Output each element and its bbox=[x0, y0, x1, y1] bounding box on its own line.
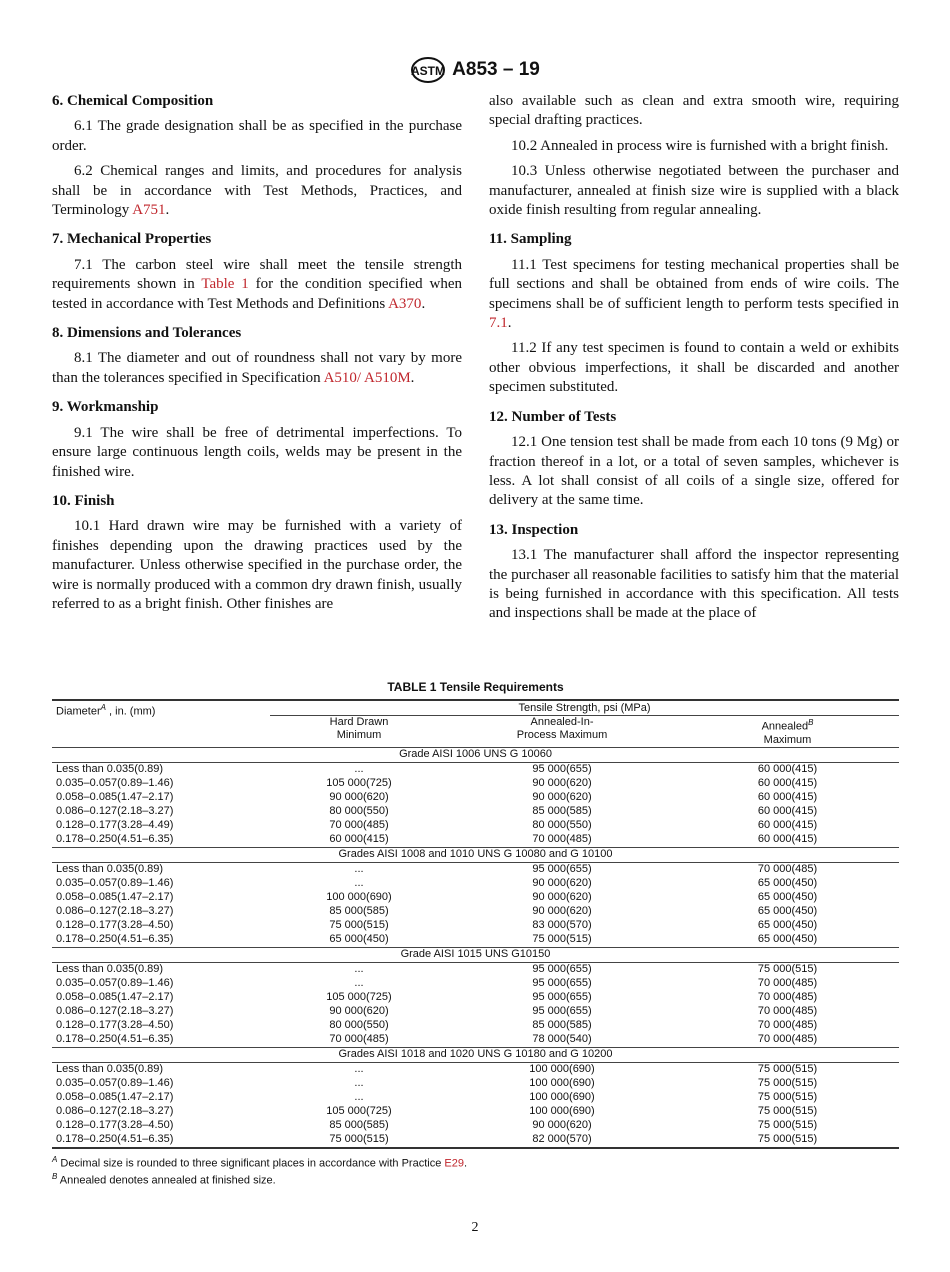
annealed-in-process-cell: 70 000(485) bbox=[532, 833, 592, 846]
section-heading: 6. Chemical Composition bbox=[52, 93, 214, 109]
diameter-cell: 0.058–0.085(1.47–2.17) bbox=[56, 1091, 174, 1104]
table-row bbox=[52, 1033, 899, 1048]
diameter-cell: 0.128–0.177(3.28–4.50) bbox=[56, 1119, 174, 1132]
hard-drawn-cell: 105 000(725) bbox=[326, 777, 392, 790]
hard-drawn-cell: 75 000(515) bbox=[329, 1133, 389, 1146]
annealed-in-process-cell: 95 000(655) bbox=[532, 863, 592, 876]
diameter-cell: Less than 0.035(0.89) bbox=[56, 963, 164, 976]
text-segment: 11.1 Test specimens for testing mechanical properties shall be full sections and shall be obtained from ends of wire coils. The specimens shall be of sufficient length to perform tests specified in bbox=[489, 256, 899, 312]
hard-drawn-cell: ... bbox=[354, 763, 364, 776]
table-row bbox=[52, 1005, 899, 1019]
header-aip-1: Annealed-In- bbox=[530, 716, 594, 728]
annealed-cell: 60 000(415) bbox=[757, 805, 818, 818]
annealed-cell: 60 000(415) bbox=[757, 833, 818, 846]
footnote-mark: B bbox=[52, 1172, 58, 1182]
annealed-in-process-cell: 90 000(620) bbox=[532, 905, 592, 918]
hard-drawn-cell: ... bbox=[354, 863, 364, 876]
diameter-cell: Less than 0.035(0.89) bbox=[56, 863, 164, 876]
table-row bbox=[52, 1105, 899, 1119]
diameter-cell: 0.178–0.250(4.51–6.35) bbox=[56, 933, 174, 946]
section bbox=[52, 398, 462, 482]
hard-drawn-cell: ... bbox=[354, 877, 364, 890]
diameter-cell: 0.128–0.177(3.28–4.49) bbox=[56, 819, 174, 832]
table-row bbox=[52, 1062, 899, 1077]
hard-drawn-cell: ... bbox=[354, 963, 364, 976]
diameter-cell: 0.128–0.177(3.28–4.50) bbox=[56, 919, 174, 932]
annealed-cell: 70 000(485) bbox=[757, 863, 818, 876]
diameter-cell: 0.128–0.177(3.28–4.50) bbox=[56, 1019, 174, 1032]
text-segment: . bbox=[507, 315, 512, 332]
grade-group-row bbox=[52, 947, 899, 962]
diameter-cell: 0.178–0.250(4.51–6.35) bbox=[56, 833, 174, 846]
paragraph bbox=[52, 256, 462, 314]
section bbox=[489, 408, 899, 511]
footnote-mark: A bbox=[100, 703, 106, 712]
annealed-cell: 75 000(515) bbox=[757, 1077, 818, 1090]
hard-drawn-cell: ... bbox=[354, 977, 364, 990]
annealed-cell: 75 000(515) bbox=[757, 1105, 818, 1118]
diameter-cell: 0.035–0.057(0.89–1.46) bbox=[56, 977, 174, 990]
diameter-cell: Less than 0.035(0.89) bbox=[56, 763, 164, 776]
table-row bbox=[52, 777, 899, 791]
astm-logo-icon bbox=[410, 56, 446, 84]
section-heading: 9. Workmanship bbox=[52, 399, 159, 416]
table-row bbox=[52, 933, 899, 948]
hard-drawn-cell: 80 000(550) bbox=[329, 805, 389, 818]
annealed-in-process-cell: 100 000(690) bbox=[529, 1077, 595, 1090]
section bbox=[52, 492, 462, 614]
hard-drawn-cell: 90 000(620) bbox=[329, 1005, 389, 1018]
diameter-cell: 0.086–0.127(2.18–3.27) bbox=[56, 1005, 174, 1018]
grade-name: Grade AISI 1006 UNS G 10060 bbox=[52, 747, 899, 762]
paragraph bbox=[489, 546, 899, 624]
section-heading: 12. Number of Tests bbox=[489, 408, 617, 425]
footnote-a bbox=[52, 1153, 899, 1171]
grade-name: Grades AISI 1018 and 1020 UNS G 10180 and G 10200 bbox=[52, 1047, 899, 1062]
grade-group-row bbox=[52, 1047, 899, 1062]
annealed-cell: 75 000(515) bbox=[757, 1063, 818, 1076]
cross-reference-link[interactable]: 7.1 bbox=[489, 315, 508, 332]
hard-drawn-cell: 65 000(450) bbox=[329, 933, 389, 946]
table-row bbox=[52, 877, 899, 891]
text-segment: 11.2 If any test specimen is found to contain a weld or exhibits other obvious imperfections, it shall be discarded and another specimen substituted. bbox=[489, 340, 899, 396]
header-annealed-in-process bbox=[448, 716, 676, 748]
paragraph bbox=[489, 256, 899, 334]
hard-drawn-cell: 75 000(515) bbox=[329, 919, 389, 932]
paragraph bbox=[52, 349, 462, 388]
table-row bbox=[52, 762, 899, 777]
section-heading: 11. Sampling bbox=[489, 231, 572, 248]
hard-drawn-cell: 90 000(620) bbox=[329, 791, 389, 804]
paragraph bbox=[52, 517, 462, 614]
annealed-in-process-cell: 100 000(690) bbox=[529, 1063, 595, 1076]
annealed-in-process-cell: 75 000(515) bbox=[532, 933, 592, 946]
link-e29[interactable]: E29 bbox=[444, 1157, 464, 1170]
text-segment: 10.3 Unless otherwise negotiated between the purchaser and manufacturer, annealed at finish size wire is supplied with a black oxide finish resulting from regular annealing. bbox=[489, 163, 899, 219]
annealed-in-process-cell: 85 000(585) bbox=[532, 1019, 592, 1032]
paragraph bbox=[52, 162, 462, 220]
table-row bbox=[52, 862, 899, 877]
section-heading: 8. Dimensions and Tolerances bbox=[52, 325, 242, 342]
annealed-in-process-cell: 90 000(620) bbox=[532, 1119, 592, 1132]
text-segment: 9.1 The wire shall be free of detrimental imperfections. To ensure large continuous length coils, welds may be present in the finished wire. bbox=[52, 424, 462, 480]
paragraph bbox=[52, 424, 462, 482]
table-row bbox=[52, 1077, 899, 1091]
annealed-cell: 65 000(450) bbox=[757, 933, 818, 946]
annealed-in-process-cell: 82 000(570) bbox=[532, 1133, 592, 1146]
paragraph bbox=[489, 162, 899, 220]
diameter-cell: 0.178–0.250(4.51–6.35) bbox=[56, 1033, 174, 1046]
footnote-b-text: Annealed denotes annealed at finished size. bbox=[59, 1174, 276, 1187]
hard-drawn-cell: ... bbox=[354, 1077, 364, 1090]
footnote-a-end: . bbox=[463, 1157, 468, 1170]
table-row bbox=[52, 1019, 899, 1033]
grade-name: Grade AISI 1015 UNS G10150 bbox=[52, 947, 899, 962]
text-segment: 13.1 The manufacturer shall afford the inspector representing the purchaser all reasonable facilities to satisfy him that the material is being furnished in accordance with this specification. All tests and inspections shall be made at the place of bbox=[489, 547, 899, 622]
table-row bbox=[52, 962, 899, 977]
diameter-cell: 0.058–0.085(1.47–2.17) bbox=[56, 791, 174, 804]
annealed-in-process-cell: 90 000(620) bbox=[532, 877, 592, 890]
table-row bbox=[52, 791, 899, 805]
hard-drawn-cell: ... bbox=[354, 1063, 364, 1076]
text-segment: 6.2 Chemical ranges and limits, and procedures for analysis shall be in accordance with Test Methods, Practices, and Terminology bbox=[52, 163, 462, 219]
text-segment: 10.1 Hard drawn wire may be furnished with a variety of finishes depending upon the drawing practices used by the manufacturer. Unless otherwise specified in the purchase order, the wire is normally produced with a common dry drawn finish, usually referred to as a bright finish. Other finishes are bbox=[52, 518, 462, 612]
cross-reference-link[interactable]: A751 bbox=[132, 202, 166, 219]
table-row bbox=[52, 819, 899, 833]
header-aip-2: Process Maximum bbox=[516, 729, 608, 741]
diameter-cell: 0.086–0.127(2.18–3.27) bbox=[56, 1105, 174, 1118]
svg-text:ASTM: ASTM bbox=[411, 64, 446, 78]
cross-reference-link[interactable]: A370 bbox=[388, 295, 422, 312]
text-segment: . bbox=[410, 369, 415, 386]
hard-drawn-cell: 100 000(690) bbox=[326, 891, 392, 904]
diameter-cell: 0.058–0.085(1.47–2.17) bbox=[56, 991, 174, 1004]
annealed-cell: 65 000(450) bbox=[757, 891, 818, 904]
hard-drawn-cell: 80 000(550) bbox=[329, 1019, 389, 1032]
grade-group-row bbox=[52, 847, 899, 862]
section-heading: 13. Inspection bbox=[489, 521, 579, 538]
hard-drawn-cell: 70 000(485) bbox=[329, 1033, 389, 1046]
annealed-cell: 70 000(485) bbox=[757, 1019, 818, 1032]
annealed-cell: 75 000(515) bbox=[757, 1091, 818, 1104]
diameter-cell: 0.035–0.057(0.89–1.46) bbox=[56, 877, 174, 890]
header-diameter bbox=[52, 700, 270, 747]
annealed-cell: 70 000(485) bbox=[757, 1005, 818, 1018]
footnote-b bbox=[52, 1170, 899, 1188]
annealed-cell: 75 000(515) bbox=[757, 1133, 818, 1146]
annealed-in-process-cell: 90 000(620) bbox=[532, 777, 592, 790]
text-segment: . bbox=[421, 295, 426, 312]
diameter-cell: 0.178–0.250(4.51–6.35) bbox=[56, 1133, 174, 1146]
table-row bbox=[52, 833, 899, 848]
table-row bbox=[52, 905, 899, 919]
header-hard-1: Hard Drawn bbox=[329, 716, 389, 728]
diameter-cell: 0.058–0.085(1.47–2.17) bbox=[56, 891, 174, 904]
page-header bbox=[0, 56, 950, 84]
section-heading: 7. Mechanical Properties bbox=[52, 231, 212, 248]
paragraph bbox=[52, 117, 462, 156]
annealed-cell: 65 000(450) bbox=[757, 905, 818, 918]
footnote-a-text: Decimal size is rounded to three significant places in accordance with Practice bbox=[60, 1157, 445, 1170]
footnote-mark: B bbox=[808, 718, 814, 727]
cross-reference-link[interactable]: Table 1 bbox=[201, 276, 249, 293]
right-column bbox=[489, 92, 899, 634]
header-hard-2: Minimum bbox=[336, 729, 382, 741]
diameter-cell: 0.086–0.127(2.18–3.27) bbox=[56, 905, 174, 918]
designation: A853 – 19 bbox=[452, 59, 540, 81]
table-footnotes bbox=[52, 1153, 899, 1188]
hard-drawn-cell: 60 000(415) bbox=[329, 833, 389, 846]
section-heading: 10. Finish bbox=[52, 492, 115, 509]
header-diameter-unit: , in. (mm) bbox=[105, 705, 156, 718]
annealed-in-process-cell: 90 000(620) bbox=[532, 791, 592, 804]
header-annealed bbox=[676, 716, 899, 748]
hard-drawn-cell: 85 000(585) bbox=[329, 905, 389, 918]
header-tensile-strength: Tensile Strength, psi (MPa) bbox=[518, 701, 651, 714]
text-segment: 7.1 The carbon steel wire shall meet the tensile strength requirements shown in bbox=[52, 256, 462, 293]
annealed-in-process-cell: 78 000(540) bbox=[532, 1033, 592, 1046]
annealed-cell: 70 000(485) bbox=[757, 1033, 818, 1046]
annealed-in-process-cell: 80 000(550) bbox=[532, 819, 592, 832]
paragraph bbox=[489, 433, 899, 511]
annealed-in-process-cell: 95 000(655) bbox=[532, 991, 592, 1004]
annealed-cell: 65 000(450) bbox=[757, 919, 818, 932]
section bbox=[489, 92, 899, 220]
paragraph bbox=[489, 92, 899, 131]
text-segment: 6.1 The grade designation shall be as specified in the purchase order. bbox=[52, 118, 462, 154]
header-ann-2: Maximum bbox=[763, 733, 812, 746]
text-segment: 12.1 One tension test shall be made from each 10 tons (9 Mg) or fraction thereof in a lot, or a total of seven samples, whichever is less. A lot shall consist of all coils of a single size, offered for delivery at the same time. bbox=[489, 434, 899, 509]
section bbox=[52, 230, 462, 314]
text-segment: also available such as clean and extra smooth wire, requiring special drafting practices. bbox=[489, 93, 899, 129]
header-hard-drawn bbox=[270, 716, 448, 748]
table-row bbox=[52, 891, 899, 905]
annealed-in-process-cell: 95 000(655) bbox=[532, 763, 592, 776]
annealed-in-process-cell: 95 000(655) bbox=[532, 977, 592, 990]
section bbox=[489, 230, 899, 397]
footnote-mark: A bbox=[52, 1154, 58, 1164]
annealed-in-process-cell: 83 000(570) bbox=[532, 919, 592, 932]
section bbox=[52, 324, 462, 388]
table-row bbox=[52, 1119, 899, 1133]
table-row bbox=[52, 991, 899, 1005]
section bbox=[489, 521, 899, 624]
header-ann-1: Annealed bbox=[761, 720, 809, 733]
annealed-cell: 60 000(415) bbox=[757, 763, 818, 776]
annealed-cell: 60 000(415) bbox=[757, 819, 818, 832]
section bbox=[52, 92, 462, 220]
hard-drawn-cell: 85 000(585) bbox=[329, 1119, 389, 1132]
paragraph bbox=[489, 339, 899, 397]
hard-drawn-cell: ... bbox=[354, 1091, 364, 1104]
table-row bbox=[52, 1091, 899, 1105]
annealed-cell: 70 000(485) bbox=[757, 991, 818, 1004]
cross-reference-link[interactable]: A510/ A510M bbox=[323, 369, 411, 386]
page-number: 2 bbox=[471, 1220, 479, 1235]
annealed-in-process-cell: 95 000(655) bbox=[532, 1005, 592, 1018]
annealed-cell: 60 000(415) bbox=[757, 791, 818, 804]
annealed-in-process-cell: 100 000(690) bbox=[529, 1105, 595, 1118]
annealed-in-process-cell: 100 000(690) bbox=[529, 1091, 595, 1104]
annealed-cell: 75 000(515) bbox=[757, 1119, 818, 1132]
table-row bbox=[52, 1133, 899, 1148]
text-segment: 10.2 Annealed in process wire is furnished with a bright finish. bbox=[511, 137, 889, 154]
annealed-cell: 60 000(415) bbox=[757, 777, 818, 790]
annealed-cell: 70 000(485) bbox=[757, 977, 818, 990]
diameter-cell: 0.035–0.057(0.89–1.46) bbox=[56, 1077, 174, 1090]
diameter-cell: 0.035–0.057(0.89–1.46) bbox=[56, 777, 174, 790]
hard-drawn-cell: 70 000(485) bbox=[329, 819, 389, 832]
grade-group-row bbox=[52, 747, 899, 762]
annealed-cell: 75 000(515) bbox=[757, 963, 818, 976]
annealed-in-process-cell: 95 000(655) bbox=[532, 963, 592, 976]
table-row bbox=[52, 919, 899, 933]
left-column bbox=[52, 92, 462, 624]
paragraph bbox=[489, 137, 899, 156]
hard-drawn-cell: 105 000(725) bbox=[326, 1105, 392, 1118]
table-row bbox=[52, 977, 899, 991]
annealed-in-process-cell: 85 000(585) bbox=[532, 805, 592, 818]
hard-drawn-cell: 105 000(725) bbox=[326, 991, 392, 1004]
text-segment: 8.1 The diameter and out of roundness shall not vary by more than the tolerances specified in Specification bbox=[52, 350, 462, 386]
grade-name: Grades AISI 1008 and 1010 UNS G 10080 and G 10100 bbox=[52, 847, 899, 862]
annealed-in-process-cell: 90 000(620) bbox=[532, 891, 592, 904]
tensile-requirements-table bbox=[52, 680, 899, 1188]
annealed-cell: 65 000(450) bbox=[757, 877, 818, 890]
table-row bbox=[52, 805, 899, 819]
text-segment: for the condition specified when tested in accordance with Test Methods and Definitions bbox=[52, 276, 462, 312]
diameter-cell: 0.086–0.127(2.18–3.27) bbox=[56, 805, 174, 818]
table-title: TABLE 1 Tensile Requirements bbox=[387, 680, 564, 694]
text-segment: . bbox=[165, 202, 170, 219]
diameter-cell: Less than 0.035(0.89) bbox=[56, 1063, 164, 1076]
header-diameter-label: Diameter bbox=[56, 705, 101, 718]
